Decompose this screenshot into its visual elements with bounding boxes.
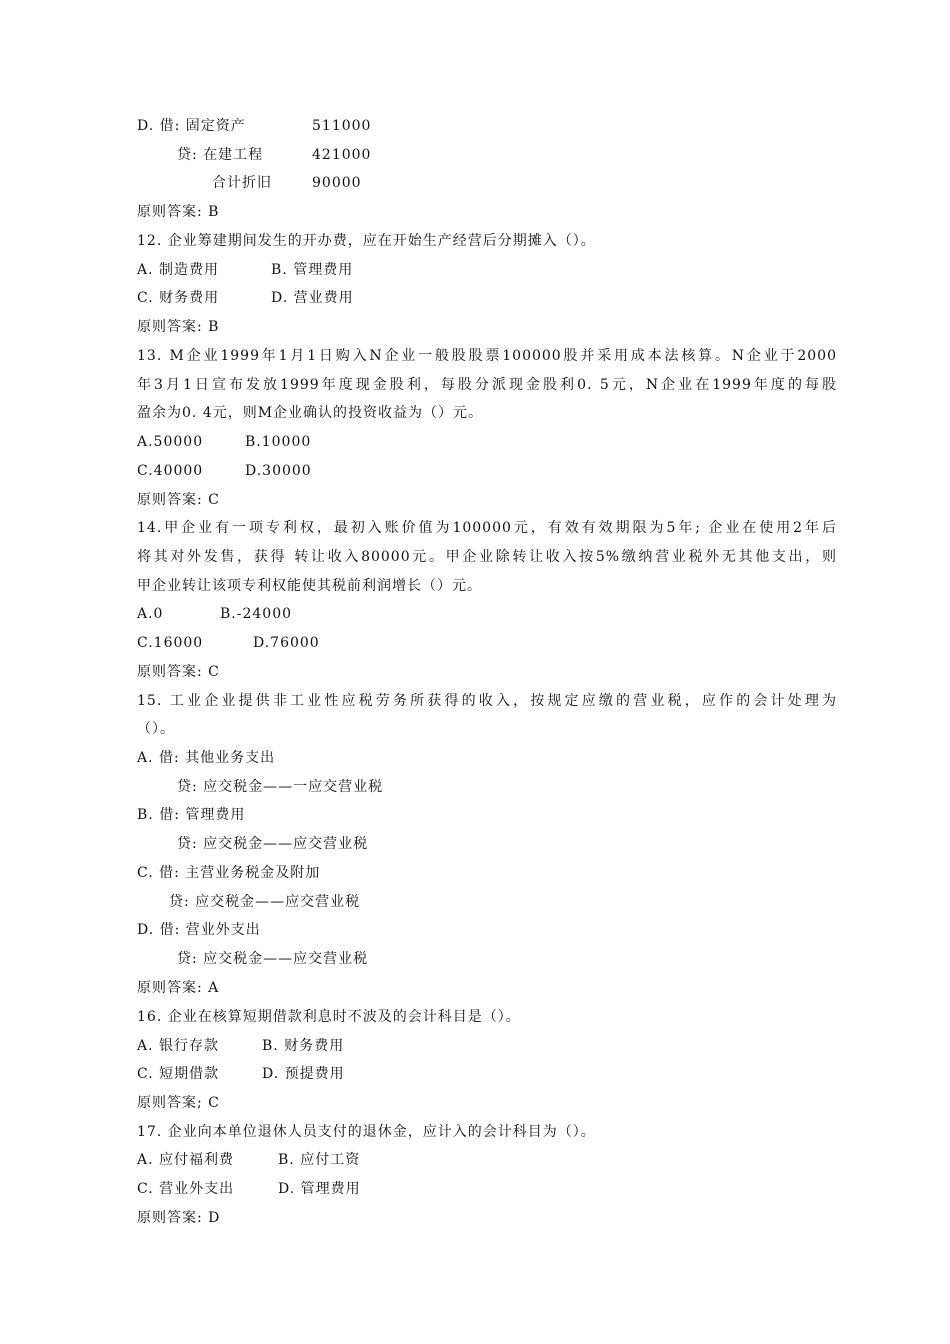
text-column: B. 财务费用: [262, 1038, 345, 1054]
text-column: A. 银行存款: [137, 1038, 220, 1054]
text-line: C. 借: 主营业务税金及附加: [137, 865, 321, 881]
text-column: C.40000: [137, 463, 204, 479]
text-column: C.16000: [137, 635, 204, 651]
text-line: 贷: 应交税金——应交营业税: [177, 951, 369, 967]
text-column: A.0: [137, 606, 164, 622]
text-line: 原则答案: C: [137, 664, 220, 680]
text-column: D. 营业费用: [271, 290, 354, 306]
text-line: 贷: 应交税金——应交营业税: [169, 894, 361, 910]
text-line: 17. 企业向本单位退休人员支付的退休金，应计入的会计科目为（）。: [137, 1124, 596, 1140]
text-column: B. 应付工资: [278, 1152, 361, 1168]
text-line: 原则答案: A: [137, 980, 220, 996]
text-column: D.30000: [245, 463, 312, 479]
text-column: D. 管理费用: [278, 1181, 361, 1197]
text-line: 将其对外发售，获得 转让收入80000元。甲企业除转让收入按5%缴纳营业税外无其他支出，则: [137, 549, 837, 565]
text-line: 原则答案: B: [137, 204, 220, 220]
text-column: 511000: [312, 118, 372, 134]
text-column: C. 短期借款: [137, 1066, 220, 1082]
text-column: A. 应付福利费: [137, 1152, 235, 1168]
text-line: 15. 工业企业提供非工业性应税劳务所获得的收入，按规定应缴的营业税，应作的会计处理为: [137, 693, 837, 709]
text-line: 原则答案; C: [137, 1095, 220, 1111]
text-line: 14.甲企业有一项专利权，最初入账价值为100000元，有效有效期限为5年; 企业在使用2年后: [137, 520, 837, 536]
text-line: 贷: 应交税金——一应交营业税: [177, 779, 384, 795]
text-column: D. 借: 固定资产: [137, 118, 246, 134]
text-column: B. 管理费用: [271, 262, 354, 278]
text-line: D. 借: 营业外支出: [137, 922, 261, 938]
text-line: 盈余为0. 4元，则M企业确认的投资收益为（）元。: [137, 405, 484, 421]
text-line: 原则答案: D: [137, 1210, 221, 1226]
text-line: 甲企业转让该项专利权能使其税前利润增长（）元。: [137, 578, 482, 594]
text-column: D.76000: [253, 635, 320, 651]
text-line: 贷: 应交税金——应交营业税: [177, 836, 369, 852]
text-column: C. 财务费用: [137, 290, 220, 306]
text-column: B.-24000: [220, 606, 293, 622]
text-column: 贷: 在建工程: [177, 147, 264, 163]
text-column: A. 制造费用: [137, 262, 220, 278]
text-line: （）。: [137, 721, 175, 737]
text-line: 16. 企业在核算短期借款利息时不波及的会计科目是（）。: [137, 1009, 521, 1025]
text-column: 合计折旧: [212, 175, 272, 191]
text-column: B.10000: [245, 434, 312, 450]
text-column: D. 预提费用: [262, 1066, 345, 1082]
text-line: 年3月1日宣布发放1999年度现金股利，每股分派现金股利0. 5元，N企业在1999年度的每股: [137, 377, 837, 393]
text-column: C. 营业外支出: [137, 1181, 235, 1197]
text-line: 13. M企业1999年1月1日购入N企业一般股股票100000股并采用成本法核算。N企业于2000: [137, 348, 837, 364]
text-column: 90000: [312, 175, 362, 191]
text-line: A. 借: 其他业务支出: [137, 750, 276, 766]
text-column: 421000: [312, 147, 372, 163]
text-column: A.50000: [137, 434, 204, 450]
text-line: 12. 企业筹建期间发生的开办费，应在开始生产经营后分期摊入（）。: [137, 233, 596, 249]
text-line: 原则答案: B: [137, 319, 220, 335]
text-line: B. 借: 管理费用: [137, 807, 246, 823]
text-line: 原则答案: C: [137, 492, 220, 508]
